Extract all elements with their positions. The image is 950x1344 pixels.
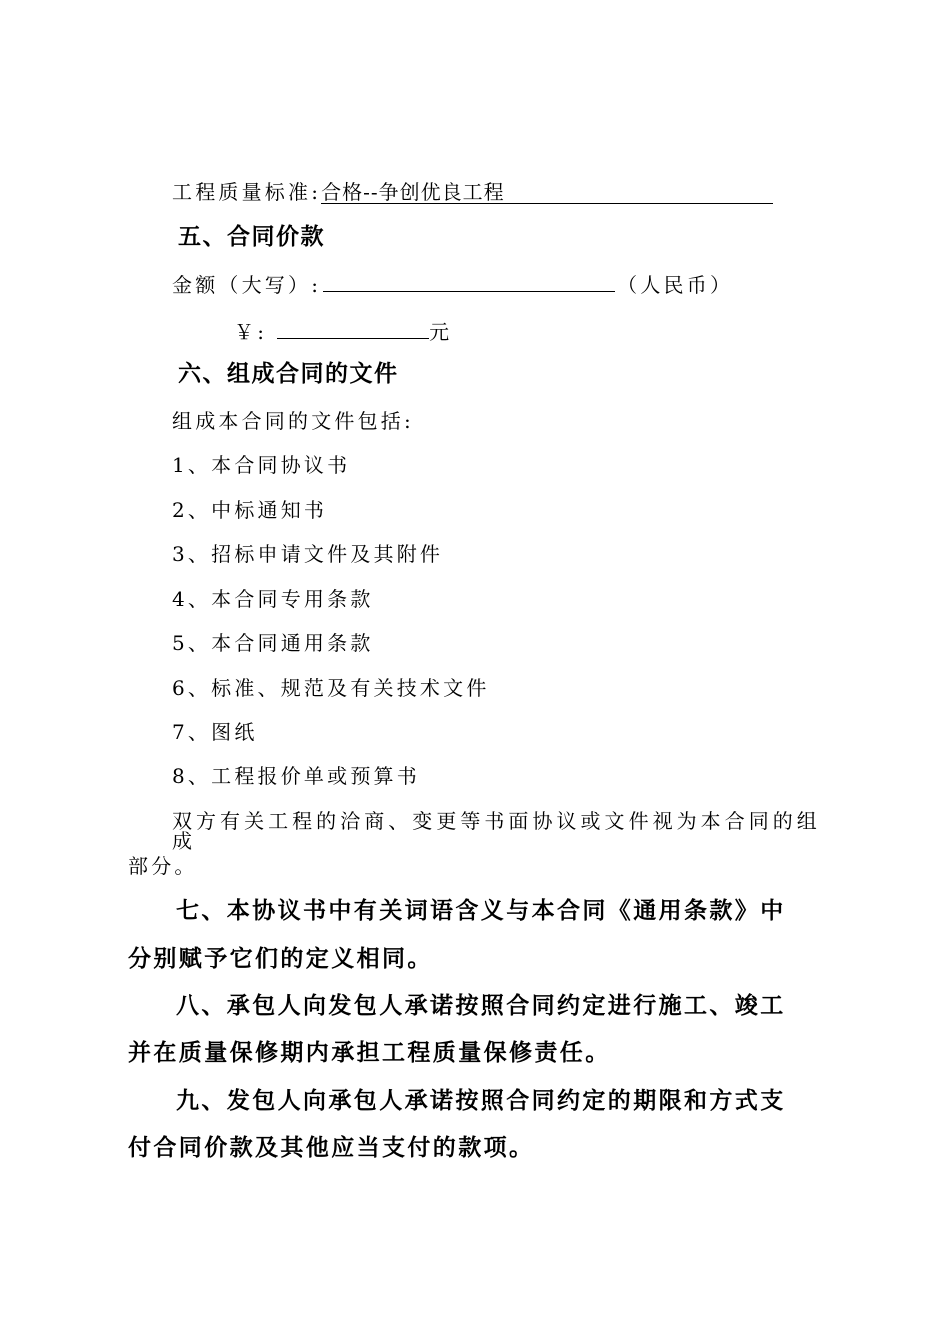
amount-words-blank: [323, 273, 615, 292]
list-item: 3、招标申请文件及其附件: [172, 542, 444, 566]
list-item: 1、本合同协议书: [172, 453, 351, 477]
section-7-line-2: 分别赋予它们的定义相同。: [128, 946, 433, 972]
section-5-heading: 五、合同价款: [178, 224, 325, 250]
section-9-line-1: 九、发包人向承包人承诺按照合同约定的期限和方式支: [176, 1088, 786, 1114]
section-6-intro: 组成本合同的文件包括:: [172, 409, 414, 433]
section-7-line-1: 七、本协议书中有关词语含义与本合同《通用条款》中: [176, 898, 786, 924]
quality-standard-line: [172, 182, 773, 204]
list-item: 2、中标通知书: [172, 498, 328, 522]
amount-words-currency: （人民币）: [617, 273, 734, 297]
list-item: 6、标准、规范及有关技术文件: [172, 676, 490, 700]
section-8-line-1: 八、承包人向发包人承诺按照合同约定进行施工、竣工: [176, 993, 786, 1019]
section-9-line-2: 付合同价款及其他应当支付的款项。: [128, 1135, 535, 1161]
list-item: 8、工程报价单或预算书: [172, 764, 420, 788]
amount-words-label: 金额（大写）: [172, 273, 312, 297]
amount-yen-unit: 元: [429, 320, 453, 344]
list-item: 4、本合同专用条款: [172, 587, 374, 611]
amount-words-colon: :: [311, 273, 322, 297]
section-6-heading: 六、组成合同的文件: [178, 361, 399, 387]
section-6-closing-line-1: 双方有关工程的洽商、变更等书面协议或文件视为本合同的组成: [172, 809, 820, 853]
section-6-closing-line-2: 部分。: [128, 854, 198, 878]
list-item: 5、本合同通用条款: [172, 631, 374, 655]
amount-words-line: [172, 273, 733, 295]
amount-yen-line: [234, 320, 452, 342]
amount-yen-label: ￥:: [234, 320, 268, 344]
quality-standard-value: 合格--争创优良工程: [321, 182, 773, 204]
list-item: 7、图纸: [172, 720, 258, 744]
quality-standard-label: 工程质量标准:: [172, 180, 322, 204]
section-8-line-2: 并在质量保修期内承担工程质量保修责任。: [128, 1040, 611, 1066]
amount-yen-blank: [277, 320, 429, 339]
